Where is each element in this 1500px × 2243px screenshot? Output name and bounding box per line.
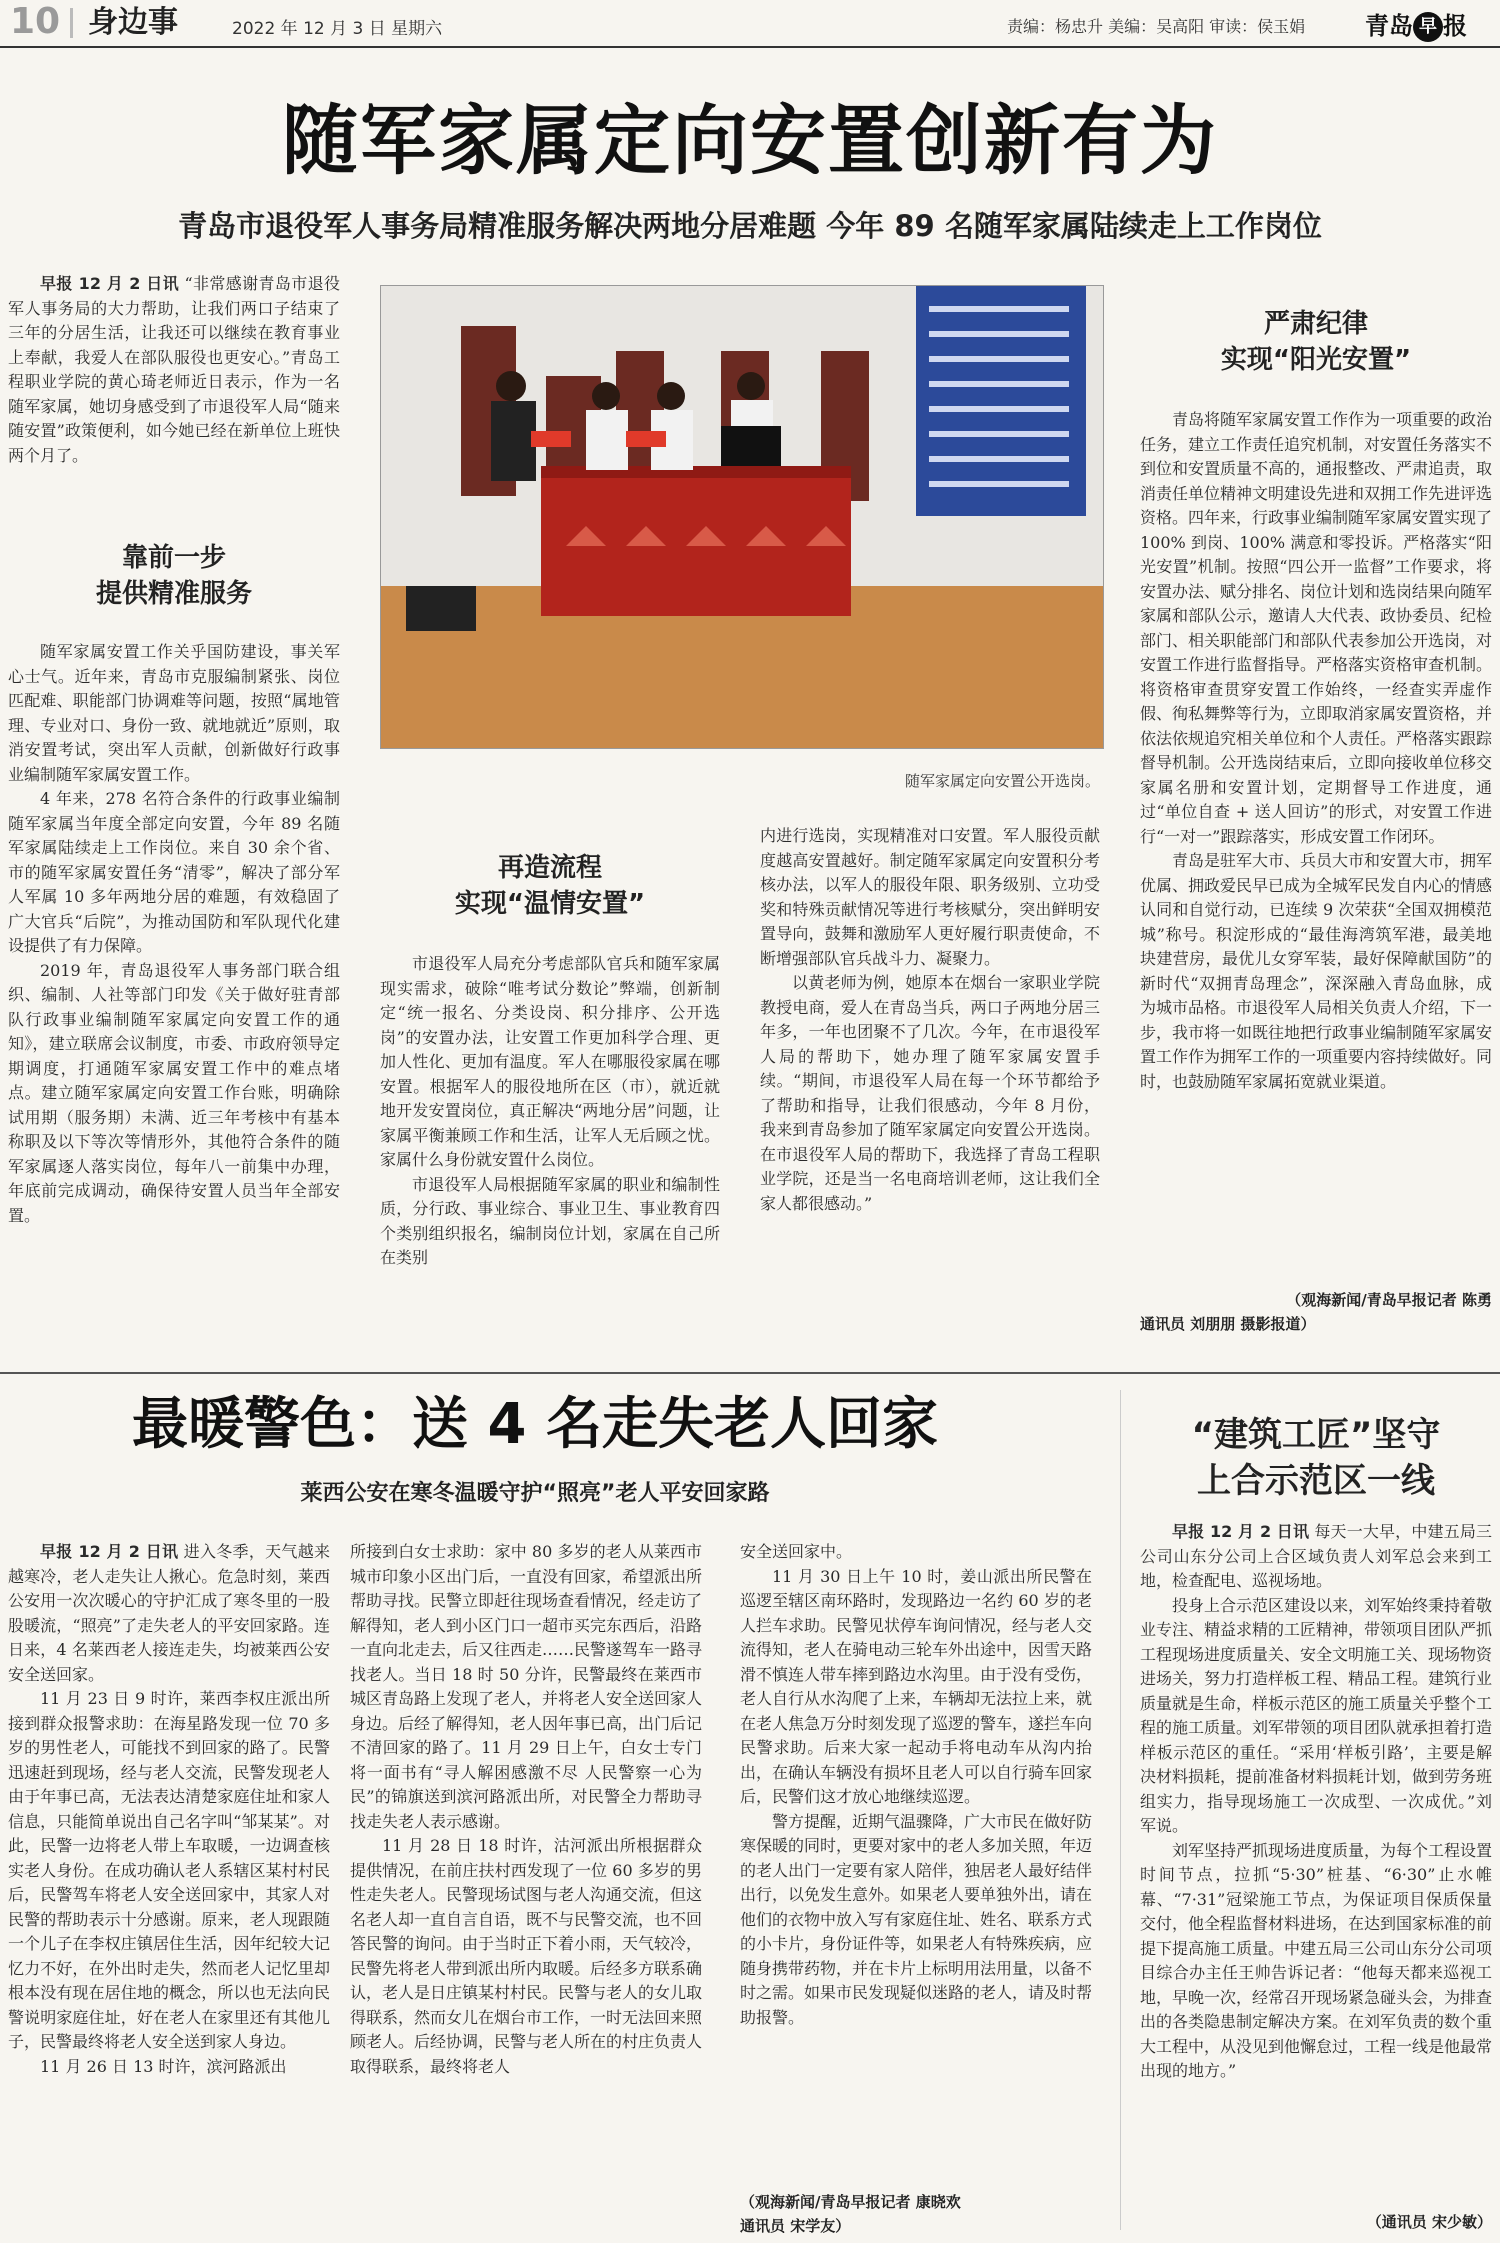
article1-section2-body (380, 952, 720, 1342)
brand-tail: 报 (1443, 12, 1467, 40)
issue-date: 2022 年 12 月 3 日 星期六 (232, 19, 443, 39)
section1-para: 4 年来，278 名符合条件的行政事业编制随军家属当年度全部定向安置，今年 89 名随军家属陆续走上工作岗位。来自 30 余个省、市的随军家属安置任务“清零”，解决了部分军人军属 10 多年两地分居的难题，有效稳固了广大官兵“后院”，为推动国防和军队现代化建设提供了有力保障。 (8, 789, 340, 955)
page-number: 10 (10, 1, 61, 42)
article1-intro-text: “非常感谢青岛市退役军人事务局的大力帮助，让我们两口子结束了三年的分居生活，让我还可以继续在教育事业上奉献，我爱人在部队服役也更安心。”青岛工程职业学院的黄心琦老师近日表示，作为一名随军家属，她切身感受到了市退役军人局“随来随安置”政策便利，如今她已经在新单位上班快两个月了。 (8, 274, 340, 465)
article2-lead-label: 早报 12 月 2 日讯 (40, 1542, 179, 1561)
editors-line: 责编：杨忠升 美编：吴高阳 审读：侯玉娟 (1007, 17, 1306, 36)
article2-para: 所接到白女士求助：家中 80 多岁的老人从莱西市城市印象小区出门后，一直没有回家，希望派出所帮助寻找。民警立即赶往现场查看情况，经走访了解得知，老人到小区门口一超市买完东西后，沿路一直向北走去，后又往西走……民警遂驾车一路寻找老人。当日 18 时 50 分许，民警最终在莱西市城区青岛路上发现了老人，并将老人安全送回家人身边。后经了解得知，老人因年事已高，出门后记不清回家的路了。11 月 29 日上午，白女士专门将一面书有“寻人解困感激不尽 人民警察一心为民”的锦旗送到滨河路派出所，对民警全力帮助寻找走失老人表示感谢。 (350, 1542, 702, 1831)
section1-para: 2019 年，青岛退役军人事务部门联合组织、编制、人社等部门印发《关于做好驻青部队行政事业编制随军家属定向安置工作的通知》，建立联席会议制度，市委、市政府领导定期调度，打通随军家属安置工作中的难点堵点。建立随军家属定向安置工作台账，明确除试用期（服务期）未满、近三年考核中有基本称职及以下等次等情形外，其他符合条件的随军家属逐人落实岗位，每年八一前集中办理，年底前完成调动，确保待安置人员当年全部安置。 (8, 960, 340, 1225)
article1-credit (1140, 1288, 1492, 1336)
section2-title-line1: 再造流程 (497, 853, 602, 883)
article2-credit (740, 2190, 1092, 2238)
article3-para: 刘军坚持严抓现场进度质量，为每个工程设置时间节点，拉抓“5·30”桩基、“6·30”止水帷幕、“7·31”冠梁施工节点，为保证项目保质保量交付，他全程监督材料进场，在达到国家标准的前提下提高施工质量。中建五局三公司山东分公司项目综合办主任王帅告诉记者：“他每天都来巡视工地，早晚一次，经常召开现场紧急碰头会，为排查出的各类隐患制定解决方案。在刘军负责的数个重大工程中，从没见到他懈怠过，工程一线是他最常出现的地方。” (1140, 1840, 1492, 2080)
credit-line1: （观海新闻/青岛早报记者 康晓欢 (740, 2193, 961, 2211)
section-name: 身边事 (88, 5, 178, 40)
article2-para: 11 月 30 日上午 10 时，姜山派出所民警在巡逻至辖区南环路时，发现路边一名约 60 岁的老人拦车求助。民警见状停车询问情况，经与老人交流得知，老人在骑电动三轮车外出途中，因雪天路滑不慎连人带车摔到路边水沟里。由于没有受伤，老人自行从水沟爬了上来，车辆却无法拉上来，就在老人焦急万分时刻发现了巡逻的警车，遂拦车向民警求助。后来大家一起动手将电动车从沟内抬出，在确认车辆没有损坏且老人可以自行骑车回家后，民警们这才放心地继续巡逻。 (740, 1566, 1092, 1806)
credit-line2: 通讯员 刘朋朋 摄影报道） (1140, 1315, 1316, 1333)
article1-section1-body (8, 640, 340, 1340)
article1-section2-title (380, 850, 720, 922)
photo-illustration (381, 286, 1103, 748)
brand-text: 青岛 (1365, 12, 1413, 40)
article3-para: 每天一大早，中建五局三公司山东分公司上合区域负责人刘军总会来到工地，检查配电、巡视场地。 (1140, 1522, 1492, 1590)
section1-para: 随军家属安置工作关乎国防建设，事关军心士气。近年来，青岛市克服编制紧张、岗位匹配难、职能部门协调难等问题，按照“属地管理、专业对口、身份一致、就地就近”原则，取消安置考试，突出军人贡献，创新做好行政事业编制随军家属安置工作。 (8, 642, 340, 784)
section3-para: 青岛将随军家属安置工作作为一项重要的政治任务，建立工作责任追究机制，对安置任务落实不到位和安置质量不高的，通报整改、严肃追责，取消责任单位精神文明建设先进和双拥工作先进评选资格。四年来，行政事业编制随军家属安置实现了 100% 到岗、100% 满意和零投诉。严格落实“阳光安置”机制。按照“四公开一监督”工作要求，将安置办法、赋分排名、岗位计划和选岗结果向随军家属和部队公示，邀请人大代表、政协委员、纪检部门、相关职能部门和部队代表参加公开选岗，对安置工作进行监督指导。严格落实资格审查机制。将资格审查贯穿安置工作始终，一经查实弄虚作假、徇私舞弊等行为，立即取消家属安置资格，并依法依规追究相关单位和个人责任。严格落实跟踪督导机制。公开选岗结束后，立即向接收单位移交家属名册和安置计划，定期督导工作进度，通过“单位自查 + 送人回访”的形式，对安置工作进行“一对一”跟踪落实，形成安置工作闭环。 (1140, 410, 1492, 846)
article3-lead-label: 早报 12 月 2 日讯 (1172, 1522, 1310, 1541)
section3-title-line2: 实现“阳光安置” (1220, 345, 1412, 375)
article3-para: 投身上合示范区建设以来，刘军始终秉持着敬业专注、精益求精的工匠精神，带领项目团队严抓工程现场进度质量关、安全文明施工关、现场物资进场关，努力打造样板工程、精品工程。建筑行业质量就是生命，样板示范区的施工质量关乎整个工程的施工质量。刘军带领的项目团队就承担着打造样板示范区的重任。“采用‘样板引路’，主要是解决材料损耗，提前准备材料损耗计划，做到劳务班组实力，指导现场施工一次成型、一次成优。”刘军说。 (1140, 1595, 1492, 1835)
col3-para: 内进行选岗，实现精准对口安置。军人服役贡献度越高安置越好。制定随军家属定向安置积分考核办法，以军人的服役年限、职务级别、立功受奖和特殊贡献情况等进行考核赋分，突出鲜明安置导向，鼓舞和激励军人更好履行职责使命，不断增强部队官兵战斗力、凝聚力。 (760, 826, 1100, 968)
newspaper-logo (1365, 6, 1467, 42)
article1-col3-body (760, 824, 1100, 1344)
article1-subheadline: 青岛市退役军人事务局精准服务解决两地分居难题 今年 89 名随军家属陆续走上工作岗位 (178, 209, 1322, 243)
section3-title-line1: 严肃纪律 (1263, 309, 1368, 339)
photo-caption: 随军家属定向安置公开选岗。 (904, 772, 1100, 790)
article2-para: 进入冬季，天气越来越寒冷，老人走失让人揪心。危急时刻，莱西公安用一次次暖心的守护汇成了寒冬里的一股股暖流，“照亮”了走失老人的平安回家路。连日来，4 名莱西老人接连走失，均被莱西公安安全送回家。 (8, 1542, 330, 1684)
column-rule (1120, 1390, 1121, 2230)
brand-badge: 早 (1413, 12, 1443, 42)
article3-body (1140, 1520, 1492, 2205)
col3-para: 以黄老师为例，她原本在烟台一家职业学院教授电商，爱人在青岛当兵，两口子两地分居三年多，一年也团聚不了几次。今年，在市退役军人局的帮助下，她办理了随军家属安置手续。“期间，市退役军人局在每一个环节都给予了帮助和指导，让我们很感动，今年 8 月份，我来到青岛参加了随军家属定向安置公开选岗。在市退役军人局的帮助下，我选择了青岛工程职业学院，还是当一名电商培训老师，这让我们全家人都很感动。” (760, 973, 1100, 1213)
article2-para: 11 月 28 日 18 时许，沽河派出所根据群众提供情况，在前庄扶村西发现了一位 60 多岁的男性走失老人。民警现场试图与老人沟通交流，但这名老人却一直自言自语，既不与民警交流，也不回答民警的询问。由于当时正下着小雨，天气较冷，民警先将老人带到派出所内取暖。后经多方联系确认，老人是日庄镇某村村民。民警与老人的女儿取得联系，然而女儿在烟台市工作，一时无法回来照顾老人。后经协调，民警与老人所在的村庄负责人取得联系，最终将老人 (350, 1836, 702, 2076)
credit-line2: 通讯员 宋学友） (740, 2217, 851, 2235)
article1-intro (8, 272, 340, 512)
article3-headline-line1: “建筑工匠”坚守 (1191, 1415, 1441, 1455)
article1-section3-body (1140, 408, 1492, 1288)
article1-photo (380, 285, 1104, 749)
article1-section3-title (1140, 306, 1492, 378)
article2-para: 安全送回家中。 (740, 1542, 853, 1561)
article2-subheadline: 莱西公安在寒冬温暖守护“照亮”老人平安回家路 (300, 1481, 770, 1506)
article2-col1 (8, 1540, 330, 2240)
header-separator (70, 8, 73, 38)
section1-title-line2: 提供精准服务 (95, 579, 252, 609)
article3-headline (1140, 1412, 1492, 1504)
section3-para: 青岛是驻军大市、兵员大市和安置大市，拥军优属、拥政爱民早已成为全城军民发自内心的情感认同和自觉行动，已连续 9 次荣获“全国双拥模范城”称号。积淀形成的“最佳海湾筑军港，最美地块建营房，最优儿女穿军装，最好保障献国防”的新时代“双拥青岛理念”，深深融入青岛血脉，成为城市品格。市退役军人局相关负责人介绍，下一步，我市将一如既往地把行政事业编制随军家属安置工作作为拥军工作的一项重要内容持续做好。同时，也鼓励随军家属拓宽就业渠道。 (1140, 851, 1492, 1091)
article2-col3 (740, 1540, 1092, 2190)
article1-lead-label: 早报 12 月 2 日讯 (40, 274, 180, 293)
article2-para: 11 月 23 日 9 时许，莱西李权庄派出所接到群众报警求助：在海星路发现一位 70 多岁的男性老人，可能找不到回家的路了。民警迅速赶到现场，经与老人交流，民警发现老人由于年事已高，无法表达清楚家庭住址和家人信息，只能简单说出自己名字叫“邹某某”。对此，民警一边将老人带上车取暖，一边调查核实老人身份。在成功确认老人系辖区某村村民后，民警驾车将老人安全送回家中，其家人对民警的帮助表示十分感谢。原来，老人现跟随一个儿子在李权庄镇居住生活，因年纪较大记忆力不好，在外出时走失，然而老人记忆里却根本没有现在居住地的概念，所以也无法向民警说明家庭住址，好在老人在家里还有其他儿子，民警最终将老人安全送到家人身边。 (8, 1689, 330, 2051)
article2-para: 警方提醒，近期气温骤降，广大市民在做好防寒保暖的同时，更要对家中的老人多加关照，年迈的老人出门一定要有家人陪伴，独居老人最好结伴出行，以免发生意外。如果老人要单独外出，请在他们的衣物中放入写有家庭住址、姓名、联系方式的小卡片，身份证件等，如果老人有特殊疾病，应随身携带药物，并在卡片上标明用法用量，以备不时之需。如果市民发现疑似迷路的老人，请及时帮助报警。 (740, 1811, 1092, 2027)
article3-headline-line2: 上合示范区一线 (1197, 1461, 1435, 1501)
section1-title-line1: 靠前一步 (121, 543, 226, 573)
article2-col2 (350, 1540, 702, 2240)
article1-headline: 随军家属定向安置创新有为 (282, 96, 1218, 185)
section2-para: 市退役军人局充分考虑部队官兵和随军家属现实需求，破除“唯考试分数论”弊端，创新制定“统一报名、分类设岗、积分排序、公开选岗”的安置办法，让安置工作更加科学合理、更加人性化、更加有温度。军人在哪服役家属在哪安置。根据军人的服役地所在区（市），就近就地开发安置岗位，真正解决“两地分居”问题，让家属平衡兼顾工作和生活，让军人无后顾之忧。家属什么身份就安置什么岗位。 (380, 954, 720, 1169)
section-divider (0, 1372, 1500, 1374)
article2-headline: 最暖警色：送 4 名走失老人回家 (132, 1392, 938, 1457)
article3-credit: （通讯员 宋少敏） (1366, 2213, 1492, 2231)
credit-line1: （观海新闻/青岛早报记者 陈勇 (1286, 1291, 1492, 1309)
article2-para: 11 月 26 日 13 时许，滨河路派出 (40, 2056, 287, 2076)
article1-section1-title (8, 540, 340, 612)
section2-para: 市退役军人局根据随军家属的职业和编制性质，分行政、事业综合、事业卫生、事业教育四个类别组织报名，编制岗位计划，家属在自己所在类别 (380, 1174, 720, 1267)
section2-title-line2: 实现“温情安置” (454, 889, 646, 919)
